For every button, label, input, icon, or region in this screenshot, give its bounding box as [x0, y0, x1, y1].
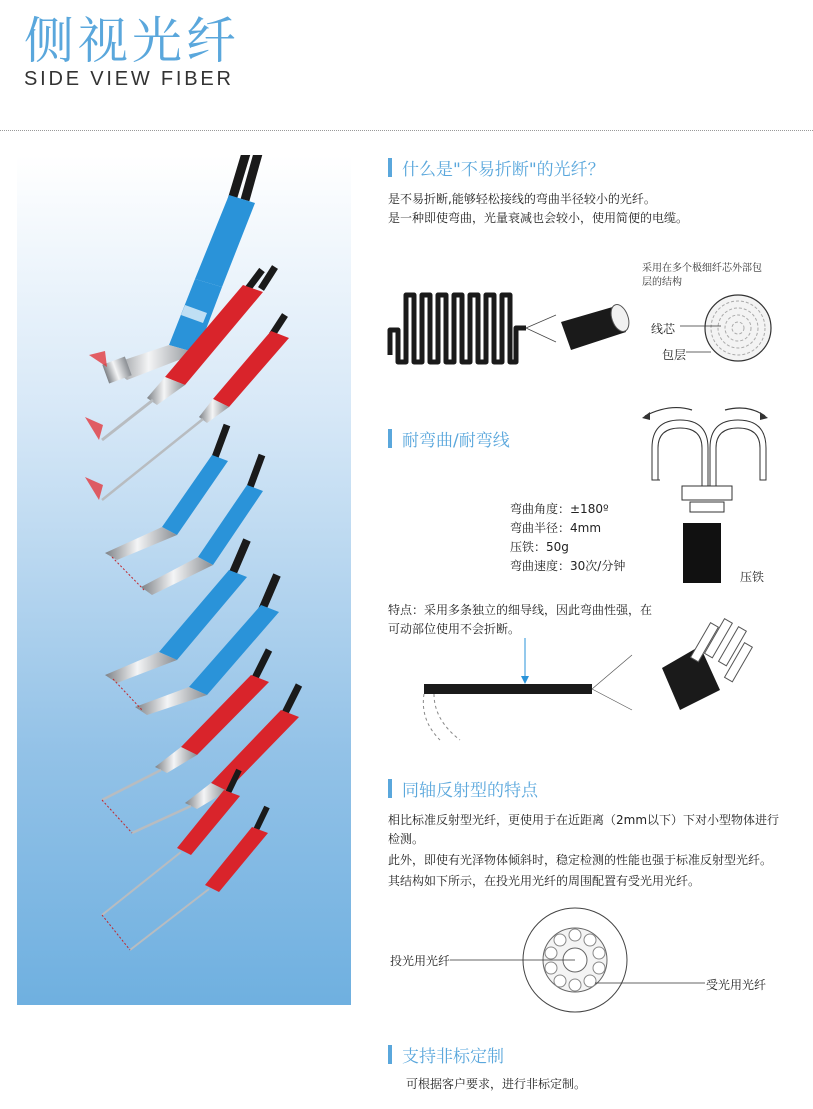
- spec-speed: 弯曲速度：30次/分钟: [510, 559, 626, 573]
- section-marker: [388, 158, 392, 177]
- section-coaxial-reflective: [388, 776, 788, 891]
- header-divider: [0, 130, 813, 131]
- fiber-head-1: [89, 155, 259, 384]
- page-title: 侧视光纤: [24, 12, 240, 70]
- customization-text: 可根据客户要求，进行非标定制。: [406, 1077, 587, 1091]
- structure-note: 采用在多个极细纤芯外部包层的结构: [642, 263, 762, 288]
- bend-test-diagram: [630, 398, 770, 588]
- section-marker: [388, 1045, 392, 1064]
- spec-radius: 弯曲半径：4mm: [510, 521, 602, 535]
- fiber-products-illustration: [17, 155, 351, 1005]
- section-text-para: 此外，即使有光泽物体倾斜时，稳定检测的性能也强于标准反射型光纤。: [388, 853, 773, 867]
- section-customization: [388, 1042, 586, 1094]
- spec-angle: 弯曲角度：±180º: [510, 502, 609, 516]
- section-title: 耐弯曲/耐弯线: [402, 431, 510, 451]
- section-title: 同轴反射型的特点: [402, 781, 538, 801]
- page-subtitle: SIDE VIEW FIBER: [24, 68, 234, 90]
- fiber-head-7: [102, 770, 268, 950]
- fiber-head-4: [105, 425, 263, 595]
- multi-strand-diagram: [400, 600, 780, 750]
- section-title: 什么是"不易折断"的光纤？: [402, 160, 605, 180]
- section-title: 支持非标定制: [402, 1047, 504, 1067]
- section-text-line: 是不易折断,能够轻松接线的弯曲半径较小的光纤。: [388, 192, 656, 206]
- spec-weight: 压铁：50g: [510, 540, 569, 554]
- feature-text: 特点：采用多条独立的细导线，因此弯曲性强，在可动部位使用不会折断。: [388, 603, 653, 636]
- section-not-easy-break: [388, 155, 788, 228]
- section-bend-resistant: [388, 426, 510, 451]
- core-label: 线芯: [651, 322, 676, 336]
- emitter-fiber-label: 投光用光纤: [390, 954, 451, 968]
- section-marker: [388, 779, 392, 798]
- cladding-label: 包层: [662, 348, 687, 362]
- receiver-fiber-label: 受光用光纤: [706, 978, 767, 992]
- section-text-para: 其结构如下所示，在投光用光纤的周围配置有受光用光纤。: [388, 874, 701, 888]
- section-text-para: 相比标准反射型光纤，更使用于在近距离（2mm以下）下对小型物体进行检测。: [388, 813, 780, 846]
- section-marker: [388, 429, 392, 448]
- bend-specs: [510, 500, 625, 576]
- weight-label: 压铁: [740, 570, 765, 584]
- product-image-panel: [17, 155, 351, 1005]
- section-text-line: 是一种即使弯曲，光量衰减也会较小，使用简便的电缆。: [388, 211, 689, 225]
